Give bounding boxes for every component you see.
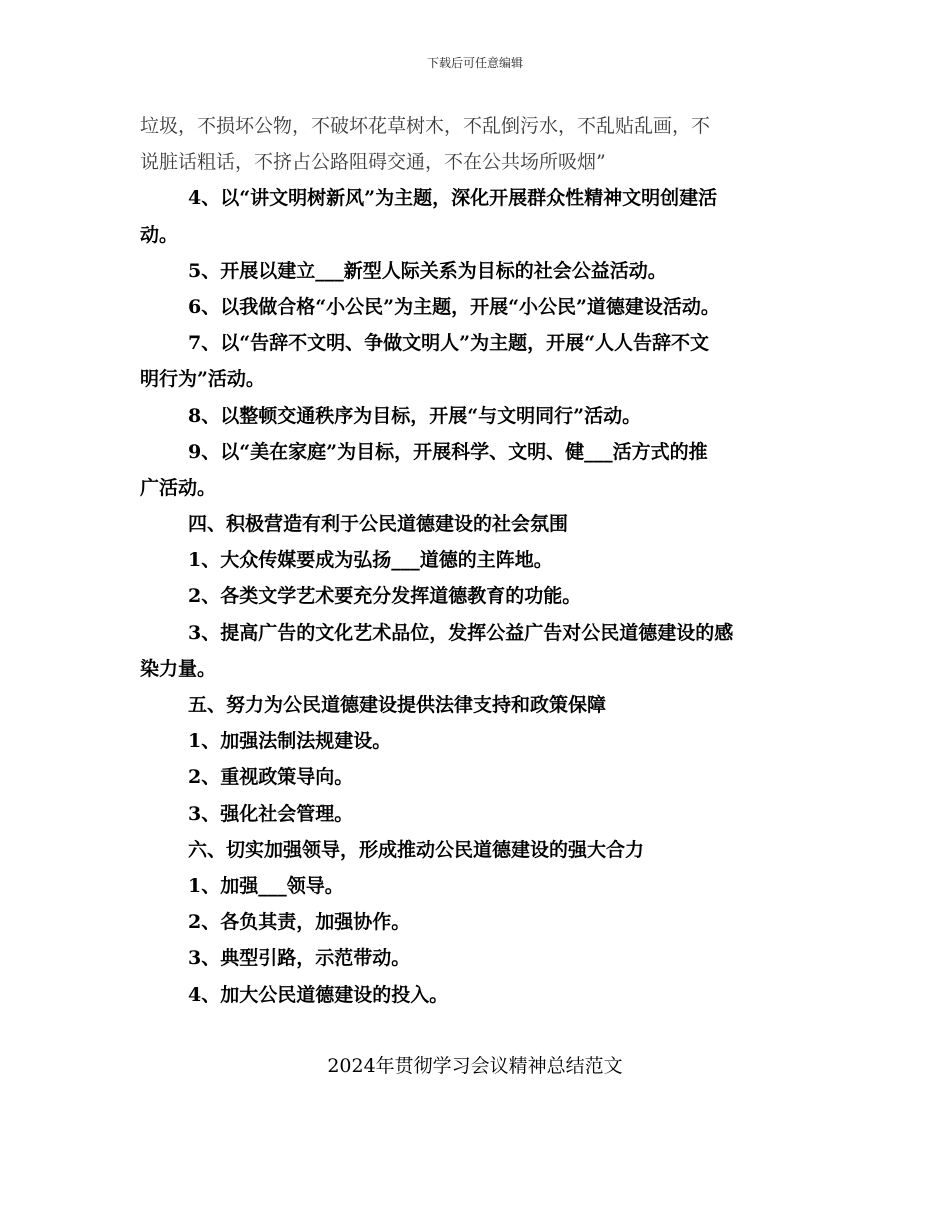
document-body [140, 108, 812, 1013]
section-heading: 四、积极营造有利于公民道德建设的社会氛围 [188, 513, 569, 536]
list-item: 1、加强___领导。 [188, 874, 344, 897]
section-heading: 六、切实加强领导，形成推动公民道德建设的强大合力 [188, 838, 645, 861]
list-item: 3、提高广告的文化艺术品位，发挥公益广告对公民道德建设的感 [188, 621, 734, 644]
list-item: 2、各负其责，加强协作。 [188, 911, 411, 934]
list-item: 4、以“讲文明树新风”为主题，深化开展群众性精神文明创建活 [188, 187, 718, 210]
section-heading: 五、努力为公民道德建设提供法律支持和政策保障 [188, 694, 607, 716]
list-item: 9、以“美在家庭”为目标，开展科学、文明、健___活方式的推 [188, 440, 708, 463]
list-item: 1、加强法制法规建设。 [188, 730, 392, 753]
list-item-continuation: 明行为”活动。 [140, 368, 265, 391]
list-item: 5、开展以建立___新型人际关系为目标的社会公益活动。 [188, 259, 667, 282]
list-item: 3、典型引路，示范带动。 [188, 947, 411, 970]
list-item-continuation: 广活动。 [140, 476, 217, 499]
list-item-continuation: 染力量。 [140, 657, 217, 680]
paragraph-line: 垃圾，不损坏公物，不破坏花草树木，不乱倒污水，不乱贴乱画，不 [140, 115, 711, 137]
paragraph-line: 说脏话粗话，不挤占公路阻碍交通，不在公共场所吸烟” [140, 151, 606, 174]
list-item: 2、重视政策导向。 [188, 766, 354, 789]
list-item: 4、加大公民道德建设的投入。 [188, 983, 449, 1006]
list-item: 7、以“告辞不文明、争做文明人”为主题，开展“人人告辞不文 [188, 332, 710, 355]
list-item: 8、以整顿交通秩序为目标，开展“与文明同行”活动。 [188, 404, 642, 427]
page-header: 下载后可任意编辑 [426, 56, 523, 70]
list-item-continuation: 动。 [140, 223, 179, 246]
document-title: 2024年贯彻学习会议精神总结范文 [327, 1055, 623, 1077]
list-item: 6、以我做合格“小公民”为主题，开展“小公民”道德建设活动。 [188, 295, 720, 318]
list-item: 1、大众传媒要成为弘扬___道德的主阵地。 [188, 549, 553, 572]
list-item: 2、各类文学艺术要充分发挥道德教育的功能。 [188, 585, 582, 608]
list-item: 3、强化社会管理。 [188, 802, 354, 825]
